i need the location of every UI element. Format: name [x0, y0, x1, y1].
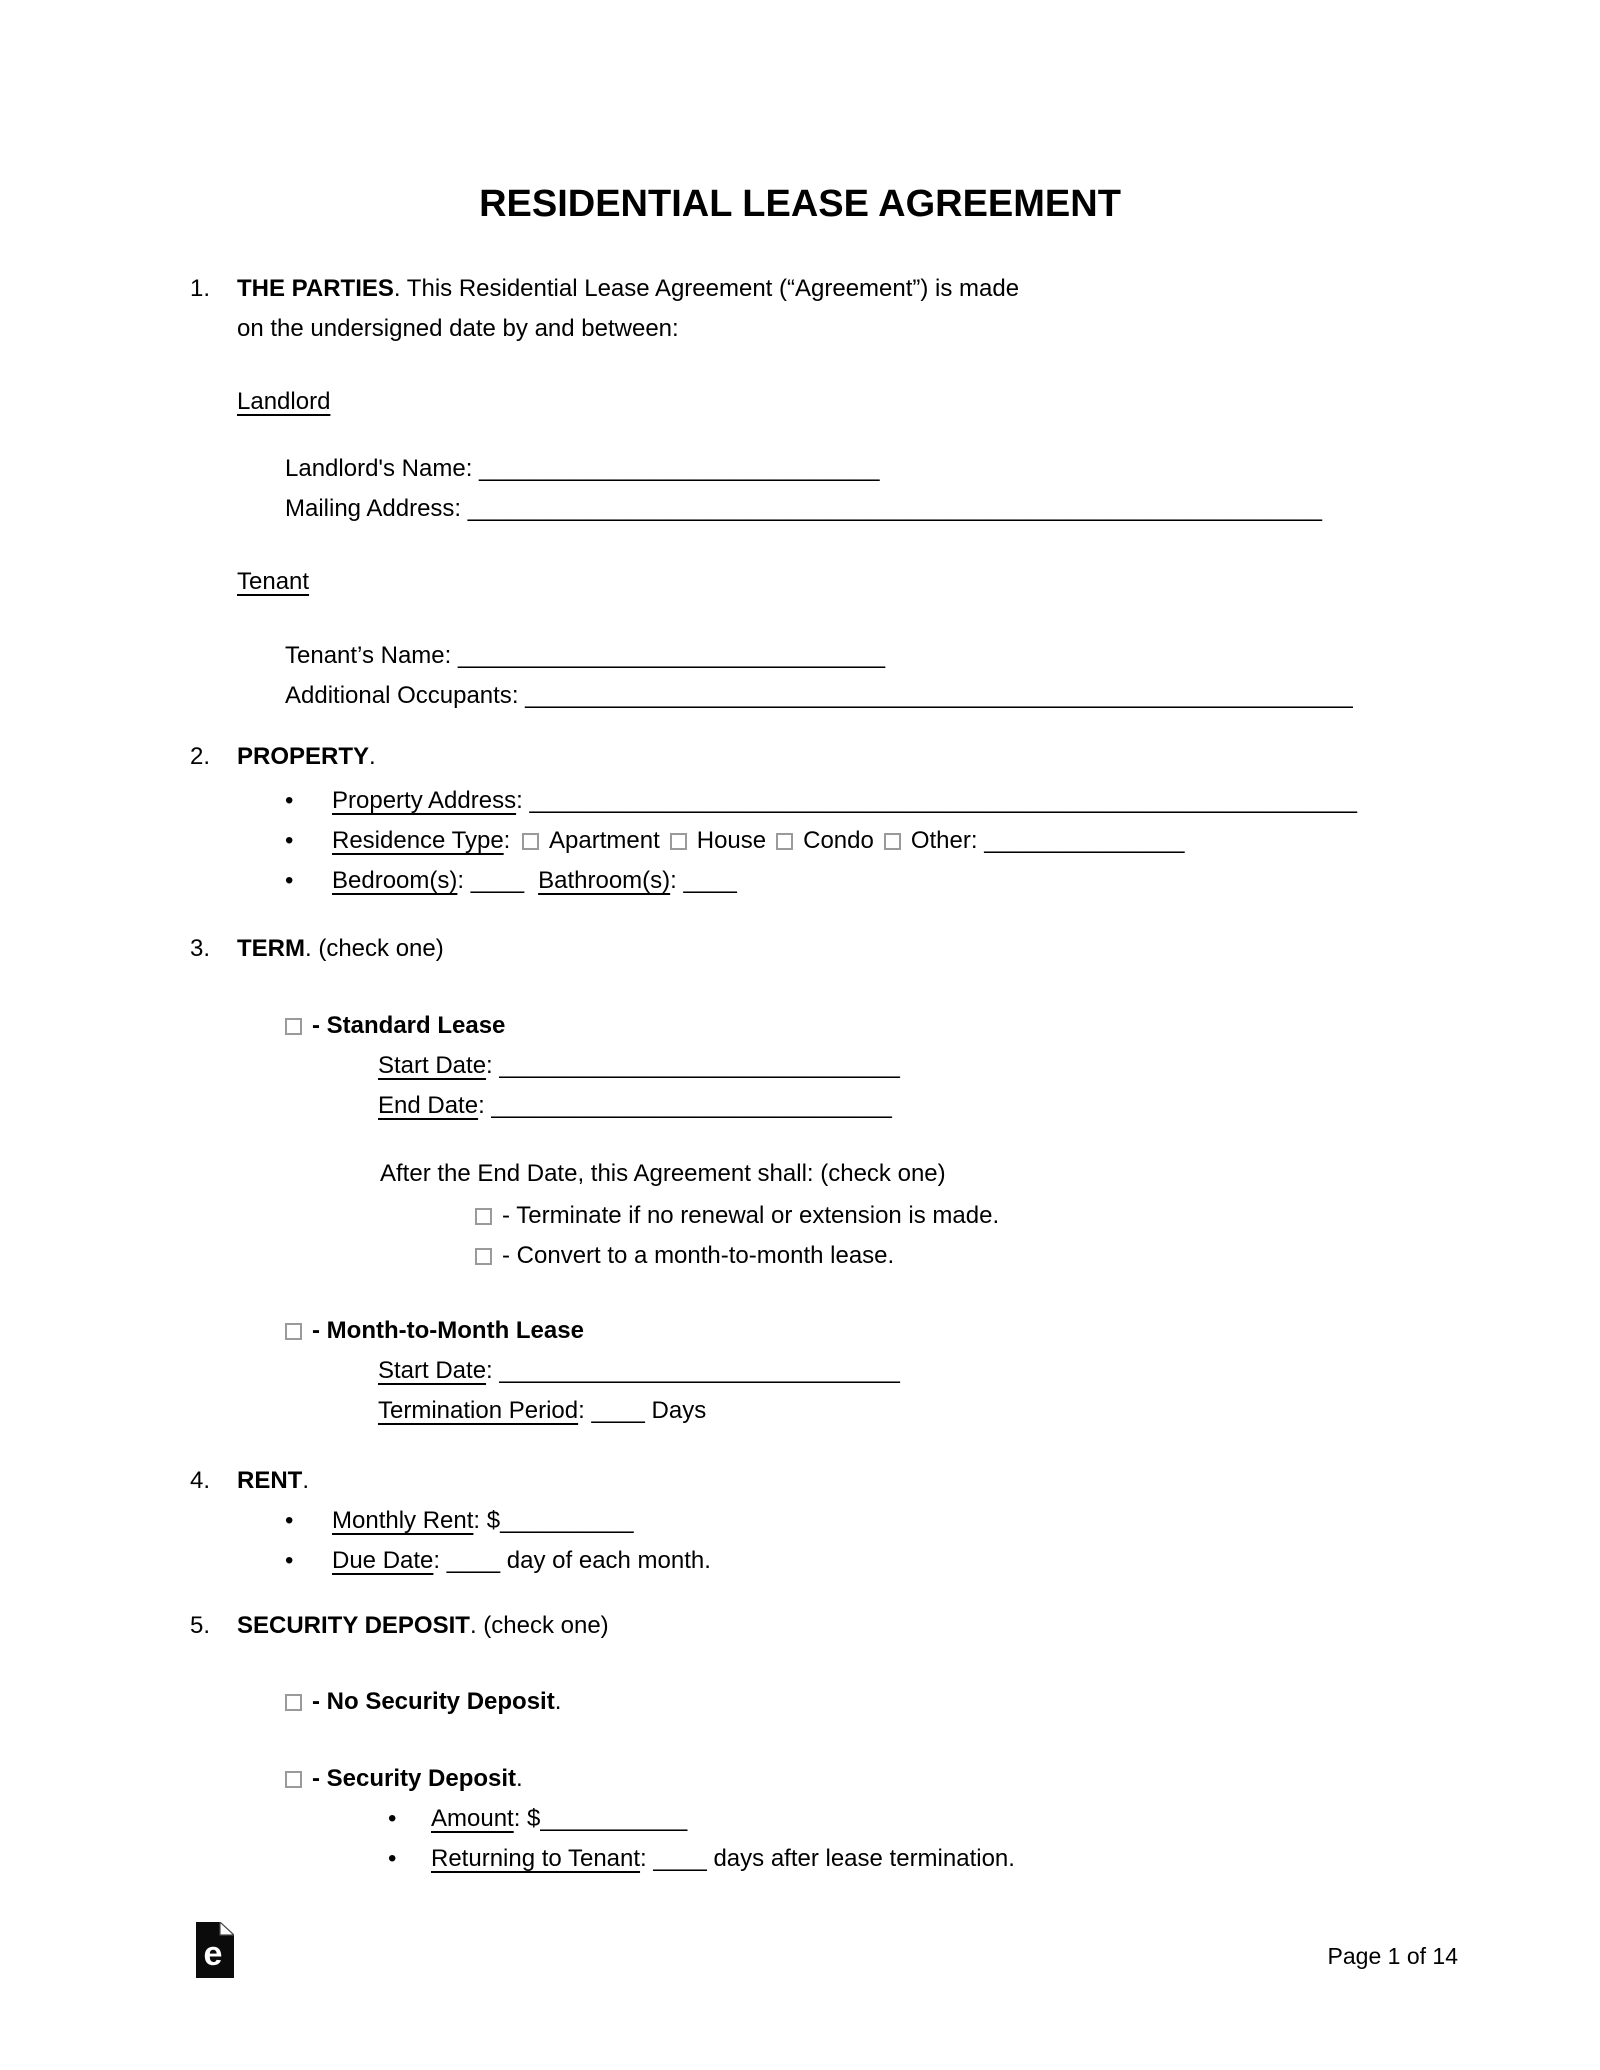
convert-option-label: - Convert to a month-to-month lease.: [502, 1242, 895, 1269]
after-end-date-text: After the End Date, this Agreement shall: (check one): [380, 1160, 946, 1187]
termination-period-suffix: Days: [644, 1397, 707, 1424]
section-rent-heading: RENT: [237, 1467, 303, 1494]
due-date-label: Due Date: [332, 1547, 434, 1574]
landlord-heading: Landlord: [237, 388, 331, 415]
month-to-month-checkbox[interactable]: [285, 1323, 302, 1340]
mailing-address-sep: :: [454, 495, 468, 522]
tenant-name-sep: :: [444, 642, 458, 669]
amount-label: Amount: [431, 1805, 514, 1832]
bedroom-sep: :: [457, 867, 471, 894]
property-bullets: [285, 781, 1357, 901]
tenant-heading: Tenant: [237, 568, 310, 595]
no-security-deposit-row: [285, 1682, 561, 1722]
condo-checkbox[interactable]: [776, 833, 793, 850]
month-to-month-row: [285, 1311, 584, 1351]
mailing-address-label: Mailing Address: [285, 495, 455, 522]
section-parties-intro-rest: . This Residential Lease Agreement (“Agreement”) is made on the undersigned date by and between:: [237, 275, 1020, 342]
property-address-row: [285, 781, 1357, 821]
returning-sep: :: [640, 1845, 654, 1872]
security-deposit-row: [285, 1759, 523, 1799]
security-deposit-label: - Security Deposit: [312, 1765, 517, 1792]
standard-lease-checkbox[interactable]: [285, 1018, 302, 1035]
section-parties-intro: [237, 269, 1042, 349]
section-deposit-heading-rest: . (check one): [469, 1612, 609, 1639]
additional-occupants-row: [285, 676, 1353, 716]
termination-period-sep: :: [578, 1397, 592, 1424]
residence-type-row: [285, 821, 1357, 861]
tenant-name-label: Tenant’s Name: [285, 642, 445, 669]
eforms-logo: [196, 1922, 234, 1978]
returning-suffix: days after lease termination.: [706, 1845, 1015, 1872]
terminate-checkbox[interactable]: [475, 1208, 492, 1225]
m2m-start-date-sep: :: [486, 1357, 500, 1384]
standard-lease-label: - Standard Lease: [312, 1012, 506, 1039]
section-property-number: 2.: [190, 743, 211, 770]
start-date-row: [378, 1046, 900, 1086]
section-property-heading-row: [237, 737, 376, 777]
no-security-deposit-label: - No Security Deposit: [312, 1688, 555, 1715]
section-parties-heading: THE PARTIES: [237, 275, 394, 302]
property-address-sep: :: [516, 787, 530, 814]
bullet-icon: •: [388, 1845, 397, 1872]
property-address-label: Property Address: [332, 787, 517, 814]
section-rent-heading-rest: .: [302, 1467, 310, 1494]
standard-lease-row: [285, 1006, 505, 1046]
landlord-name-sep: :: [465, 455, 480, 482]
landlord-heading-row: [237, 382, 330, 422]
mailing-address-blank[interactable]: ________________________________________________________________: [467, 495, 1323, 522]
rooms-content: [332, 861, 737, 901]
tenant-heading-row: [237, 562, 309, 602]
bullet-icon: •: [388, 1805, 397, 1832]
bullet-icon: •: [285, 867, 294, 894]
page-title: RESIDENTIAL LEASE AGREEMENT: [479, 183, 1121, 225]
landlord-name-row: [285, 449, 1322, 489]
bullet-icon: •: [285, 827, 294, 854]
due-date-content: [332, 1541, 711, 1581]
section-deposit-number: 5.: [190, 1612, 211, 1639]
additional-occupants-blank[interactable]: ______________________________________________________________: [525, 682, 1353, 709]
residence-type-label: Residence Type: [332, 827, 504, 854]
bathroom-blank[interactable]: ____: [683, 867, 737, 894]
other-option-blank[interactable]: _______________: [984, 827, 1185, 854]
m2m-start-date-blank[interactable]: ______________________________: [499, 1357, 900, 1384]
section-term-heading-row: [237, 929, 444, 969]
security-deposit-bullets: [388, 1799, 1015, 1879]
condo-option-label: Condo: [803, 827, 874, 854]
monthly-rent-sep: : $: [473, 1507, 501, 1534]
amount-row: [388, 1799, 1015, 1839]
section-parties-number: 1.: [190, 275, 211, 302]
standard-lease-dates: [378, 1046, 900, 1126]
monthly-rent-content: [332, 1501, 634, 1541]
section-property-heading: PROPERTY: [237, 743, 370, 770]
bullet-icon: •: [285, 1547, 294, 1574]
landlord-name-blank[interactable]: ______________________________: [479, 455, 880, 482]
bedroom-blank[interactable]: ____: [470, 867, 525, 894]
amount-sep: : $: [513, 1805, 541, 1832]
monthly-rent-label: Monthly Rent: [332, 1507, 474, 1534]
terminate-option-row: [475, 1196, 999, 1236]
start-date-sep: :: [486, 1052, 500, 1079]
end-date-label: End Date: [378, 1092, 479, 1119]
bathroom-label: Bathroom(s): [538, 867, 671, 894]
other-checkbox[interactable]: [884, 833, 901, 850]
no-security-deposit-suffix: .: [554, 1688, 562, 1715]
month-to-month-label: - Month-to-Month Lease: [312, 1317, 584, 1344]
monthly-rent-blank[interactable]: __________: [500, 1507, 634, 1534]
property-address-content: [332, 781, 1357, 821]
apartment-option-label: Apartment: [549, 827, 660, 854]
start-date-blank[interactable]: ______________________________: [499, 1052, 900, 1079]
m2m-start-date-row: [378, 1351, 900, 1391]
after-end-date-row: [380, 1154, 946, 1194]
section-deposit-heading-row: [237, 1606, 609, 1646]
section-rent-number: 4.: [190, 1467, 211, 1494]
termination-period-label: Termination Period: [378, 1397, 579, 1424]
apartment-checkbox[interactable]: [522, 833, 539, 850]
section-parties: [190, 269, 1042, 349]
due-date-sep: :: [433, 1547, 447, 1574]
rooms-row: [285, 861, 1357, 901]
end-date-sep: :: [478, 1092, 492, 1119]
amount-blank[interactable]: ___________: [540, 1805, 688, 1832]
security-deposit-checkbox[interactable]: [285, 1771, 302, 1788]
tenant-name-blank[interactable]: ________________________________: [458, 642, 886, 669]
returning-row: [388, 1839, 1015, 1879]
landlord-fields: [285, 449, 1322, 529]
no-security-deposit-checkbox[interactable]: [285, 1694, 302, 1711]
section-rent: [190, 1461, 309, 1501]
end-date-row: [378, 1086, 900, 1126]
logo-letter: e: [203, 1935, 223, 1973]
tenant-fields: [285, 636, 1353, 716]
section-term: [190, 929, 444, 969]
bathroom-sep: :: [670, 867, 684, 894]
bedroom-label: Bedroom(s): [332, 867, 458, 894]
section-property: [190, 737, 376, 777]
termination-period-row: [378, 1391, 900, 1431]
section-term-heading: TERM: [237, 935, 305, 962]
amount-content: [431, 1799, 687, 1839]
section-deposit: [190, 1606, 609, 1646]
monthly-rent-row: [285, 1501, 711, 1541]
rent-bullets: [285, 1501, 711, 1581]
termination-period-blank[interactable]: ____: [591, 1397, 645, 1424]
house-checkbox[interactable]: [670, 833, 687, 850]
section-deposit-heading: SECURITY DEPOSIT: [237, 1612, 470, 1639]
additional-occupants-sep: :: [511, 682, 526, 709]
returning-label: Returning to Tenant: [431, 1845, 641, 1872]
mailing-address-row: [285, 489, 1322, 529]
due-date-blank[interactable]: ____: [446, 1547, 501, 1574]
bullet-icon: •: [285, 1507, 294, 1534]
property-address-blank[interactable]: ______________________________________________________________: [529, 787, 1357, 814]
other-option-label: Other:: [910, 827, 985, 854]
tenant-name-row: [285, 636, 1353, 676]
additional-occupants-label: Additional Occupants: [285, 682, 512, 709]
month-to-month-fields: [378, 1351, 900, 1431]
start-date-label: Start Date: [378, 1052, 487, 1079]
terminate-option-label: - Terminate if no renewal or extension is made.: [502, 1202, 1000, 1229]
end-date-blank[interactable]: ______________________________: [491, 1092, 892, 1119]
returning-content: [431, 1839, 1015, 1879]
security-deposit-suffix: .: [516, 1765, 523, 1792]
section-rent-heading-row: [237, 1461, 309, 1501]
due-date-suffix: day of each month.: [500, 1547, 711, 1574]
residence-type-sep: :: [503, 827, 518, 854]
section-term-number: 3.: [190, 935, 211, 962]
section-term-heading-rest: . (check one): [305, 935, 444, 962]
landlord-name-label: Landlord's Name: [285, 455, 466, 482]
returning-blank[interactable]: ____: [653, 1845, 707, 1872]
convert-checkbox[interactable]: [475, 1248, 492, 1265]
residence-type-content: [332, 821, 1184, 861]
after-end-options: [475, 1196, 999, 1276]
m2m-start-date-label: Start Date: [378, 1357, 487, 1384]
house-option-label: House: [696, 827, 767, 854]
section-property-heading-rest: .: [369, 743, 376, 770]
due-date-row: [285, 1541, 711, 1581]
page-number-label: Page 1 of 14: [1327, 1943, 1458, 1969]
bullet-icon: •: [285, 787, 294, 814]
logo-fold-icon: [220, 1922, 234, 1935]
convert-option-row: [475, 1236, 999, 1276]
